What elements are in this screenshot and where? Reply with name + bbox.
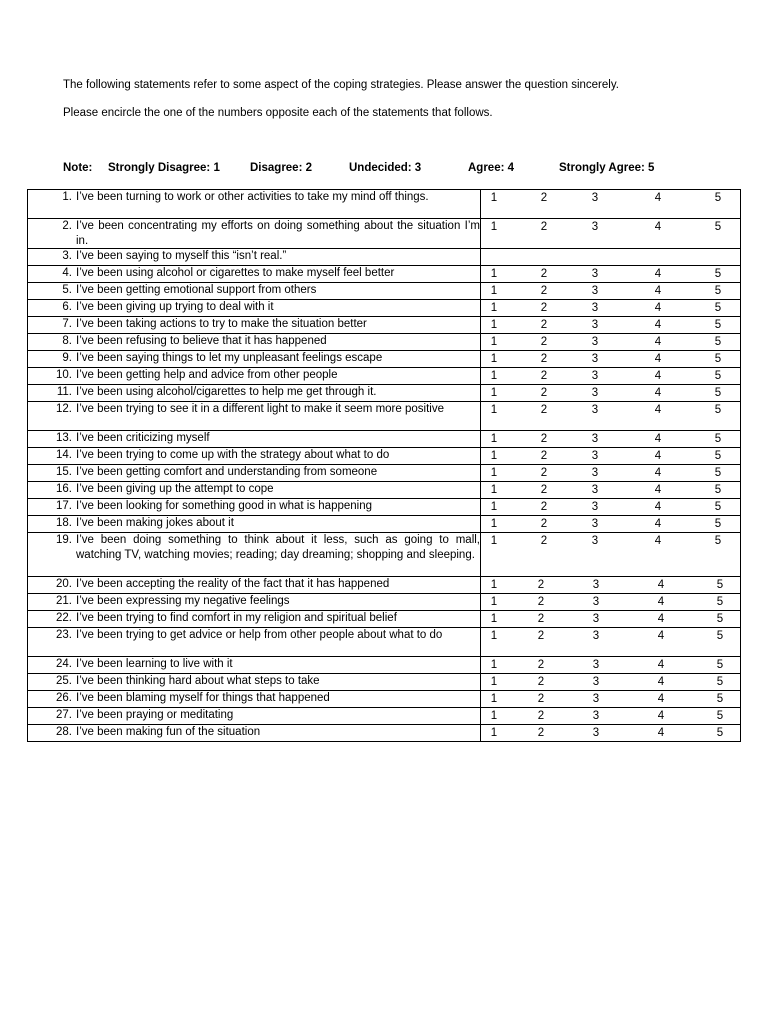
statement-number: 28. xyxy=(56,726,72,738)
scale-undecided: Undecided: 3 xyxy=(349,162,422,174)
response-options-cell xyxy=(481,708,741,725)
response-options-cell xyxy=(481,368,741,385)
rating-option-1[interactable]: 1 xyxy=(490,676,498,688)
rating-option-5[interactable]: 5 xyxy=(714,501,722,513)
rating-option-5[interactable]: 5 xyxy=(714,484,722,496)
statement-text: I’ve been getting help and advice from other people xyxy=(76,369,338,381)
rating-option-4[interactable]: 4 xyxy=(654,336,662,348)
statement-number: 4. xyxy=(62,267,72,279)
response-options-cell xyxy=(481,657,741,674)
statement-row xyxy=(28,368,741,385)
statement-number: 21. xyxy=(56,595,72,607)
statement-text: I’ve been making fun of the situation xyxy=(76,726,261,738)
statement-text: I’ve been getting comfort and understanding from someone xyxy=(76,466,378,478)
rating-option-1[interactable]: 1 xyxy=(490,501,498,513)
statement-cell xyxy=(28,657,481,674)
rating-option-2[interactable]: 2 xyxy=(540,319,548,331)
response-options-cell xyxy=(481,334,741,351)
statement-number: 24. xyxy=(56,658,72,670)
rating-option-5[interactable]: 5 xyxy=(714,268,722,280)
scale-agree: Agree: 4 xyxy=(468,162,515,174)
rating-option-3[interactable]: 3 xyxy=(592,579,600,591)
statement-cell xyxy=(28,533,481,577)
rating-option-1[interactable]: 1 xyxy=(490,467,498,479)
coping-strategies-table xyxy=(27,189,741,742)
statement-cell xyxy=(28,465,481,482)
rating-option-4[interactable]: 4 xyxy=(657,693,665,705)
statement-number: 25. xyxy=(56,675,72,687)
rating-option-2[interactable]: 2 xyxy=(537,630,545,642)
statement-cell xyxy=(28,283,481,300)
rating-option-4[interactable]: 4 xyxy=(654,467,662,479)
rating-option-4[interactable]: 4 xyxy=(654,221,662,233)
statement-row xyxy=(28,611,741,628)
rating-option-1[interactable]: 1 xyxy=(490,404,498,416)
rating-option-1[interactable]: 1 xyxy=(490,484,498,496)
rating-option-3[interactable]: 3 xyxy=(592,596,600,608)
rating-option-2[interactable]: 2 xyxy=(540,535,548,547)
statement-number: 6. xyxy=(62,301,72,313)
rating-option-5[interactable]: 5 xyxy=(714,336,722,348)
rating-option-1[interactable]: 1 xyxy=(490,693,498,705)
rating-option-1[interactable]: 1 xyxy=(490,192,498,204)
statement-row xyxy=(28,266,741,283)
rating-option-5[interactable]: 5 xyxy=(714,302,722,314)
rating-option-4[interactable]: 4 xyxy=(654,501,662,513)
rating-option-5[interactable]: 5 xyxy=(714,221,722,233)
statement-number: 11. xyxy=(56,386,72,398)
rating-option-2[interactable]: 2 xyxy=(540,268,548,280)
rating-option-4[interactable]: 4 xyxy=(657,676,665,688)
rating-option-1[interactable]: 1 xyxy=(490,370,498,382)
rating-option-3[interactable]: 3 xyxy=(591,467,599,479)
response-options-cell xyxy=(481,594,741,611)
statement-number: 20. xyxy=(56,578,72,590)
rating-option-2[interactable]: 2 xyxy=(540,450,548,462)
rating-option-3[interactable]: 3 xyxy=(591,433,599,445)
response-options-cell xyxy=(481,611,741,628)
statement-text: I’ve been doing something to think about it less, such as going to mall, watching TV, watching movies; reading; day dreaming; shopping and sleeping. xyxy=(76,534,480,561)
statement-number: 8. xyxy=(62,335,72,347)
rating-option-2[interactable]: 2 xyxy=(540,501,548,513)
scale-disagree: Disagree: 2 xyxy=(250,162,313,174)
rating-option-2[interactable]: 2 xyxy=(540,221,548,233)
statement-number: 15. xyxy=(56,466,72,478)
statement-cell xyxy=(28,448,481,465)
response-options-cell xyxy=(481,219,741,249)
rating-option-1[interactable]: 1 xyxy=(490,518,498,530)
rating-option-2[interactable]: 2 xyxy=(537,710,545,722)
statement-row xyxy=(28,628,741,657)
rating-option-5[interactable]: 5 xyxy=(716,693,724,705)
statement-number: 2. xyxy=(62,220,72,232)
response-options-cell xyxy=(481,402,741,431)
statement-number: 17. xyxy=(56,500,72,512)
statement-row xyxy=(28,283,741,300)
rating-option-3[interactable]: 3 xyxy=(592,613,600,625)
rating-option-4[interactable]: 4 xyxy=(654,518,662,530)
statement-text: I’ve been praying or meditating xyxy=(76,709,234,721)
rating-option-1[interactable]: 1 xyxy=(490,353,498,365)
statement-cell xyxy=(28,628,481,657)
statement-cell xyxy=(28,368,481,385)
rating-option-3[interactable]: 3 xyxy=(591,192,599,204)
rating-option-2[interactable]: 2 xyxy=(540,484,548,496)
rating-option-4[interactable]: 4 xyxy=(657,596,665,608)
rating-option-1[interactable]: 1 xyxy=(490,596,498,608)
response-options-cell xyxy=(481,385,741,402)
statement-text: I’ve been turning to work or other activities to take my mind off things. xyxy=(76,191,429,203)
rating-option-5[interactable]: 5 xyxy=(714,433,722,445)
rating-option-3[interactable]: 3 xyxy=(591,484,599,496)
rating-option-4[interactable]: 4 xyxy=(657,613,665,625)
rating-option-3[interactable]: 3 xyxy=(592,710,600,722)
statement-number: 22. xyxy=(56,612,72,624)
response-options-cell xyxy=(481,249,741,266)
rating-option-1[interactable]: 1 xyxy=(490,630,498,642)
response-options-cell xyxy=(481,266,741,283)
statement-cell xyxy=(28,725,481,742)
statement-number: 9. xyxy=(62,352,72,364)
statement-number: 14. xyxy=(56,449,72,461)
rating-option-1[interactable]: 1 xyxy=(490,727,498,739)
statement-number: 18. xyxy=(56,517,72,529)
rating-option-1[interactable]: 1 xyxy=(490,659,498,671)
statement-cell xyxy=(28,708,481,725)
statement-number: 13. xyxy=(56,432,72,444)
statement-text: I’ve been learning to live with it xyxy=(76,658,233,670)
statement-row xyxy=(28,499,741,516)
response-options-cell xyxy=(481,465,741,482)
instruction-line-1: The following statements refer to some aspect of the coping strategies. Please answer the question sincerely. xyxy=(63,79,619,91)
rating-option-3[interactable]: 3 xyxy=(592,727,600,739)
rating-option-3[interactable]: 3 xyxy=(591,404,599,416)
statement-text: I’ve been blaming myself for things that happened xyxy=(76,692,330,704)
rating-option-1[interactable]: 1 xyxy=(490,302,498,314)
rating-option-3[interactable]: 3 xyxy=(591,450,599,462)
rating-option-4[interactable]: 4 xyxy=(654,450,662,462)
statement-row xyxy=(28,385,741,402)
rating-option-5[interactable]: 5 xyxy=(716,613,724,625)
rating-option-2[interactable]: 2 xyxy=(537,613,545,625)
statement-text: I’ve been saying to myself this “isn’t real.” xyxy=(76,250,287,262)
statement-text: I’ve been trying to come up with the strategy about what to do xyxy=(76,449,390,461)
statement-text: I’ve been saying things to let my unpleasant feelings escape xyxy=(76,352,383,364)
rating-option-3[interactable]: 3 xyxy=(591,285,599,297)
statement-row xyxy=(28,219,741,249)
rating-option-5[interactable]: 5 xyxy=(716,630,724,642)
rating-option-2[interactable]: 2 xyxy=(540,285,548,297)
response-options-cell xyxy=(481,317,741,334)
rating-option-4[interactable]: 4 xyxy=(654,353,662,365)
statement-row xyxy=(28,431,741,448)
rating-option-2[interactable]: 2 xyxy=(540,387,548,399)
statement-row xyxy=(28,708,741,725)
response-options-cell xyxy=(481,674,741,691)
response-options-cell xyxy=(481,300,741,317)
statement-cell xyxy=(28,499,481,516)
statement-row xyxy=(28,448,741,465)
scale-strongly-disagree: Strongly Disagree: 1 xyxy=(108,162,220,174)
statement-number: 16. xyxy=(56,483,72,495)
rating-option-1[interactable]: 1 xyxy=(490,268,498,280)
statement-row xyxy=(28,351,741,368)
response-options-cell xyxy=(481,691,741,708)
response-options-cell xyxy=(481,499,741,516)
rating-option-5[interactable]: 5 xyxy=(716,596,724,608)
statement-row xyxy=(28,516,741,533)
statement-cell xyxy=(28,219,481,249)
statement-text: I’ve been trying to see it in a different light to make it seem more positive xyxy=(76,403,444,415)
statement-number: 7. xyxy=(62,318,72,330)
rating-option-5[interactable]: 5 xyxy=(714,370,722,382)
statement-row xyxy=(28,190,741,219)
statement-row xyxy=(28,402,741,431)
rating-option-4[interactable]: 4 xyxy=(654,319,662,331)
rating-option-2[interactable]: 2 xyxy=(540,353,548,365)
statement-number: 3. xyxy=(62,250,72,262)
rating-option-5[interactable]: 5 xyxy=(716,710,724,722)
rating-option-5[interactable]: 5 xyxy=(714,353,722,365)
rating-option-5[interactable]: 5 xyxy=(714,404,722,416)
rating-option-1[interactable]: 1 xyxy=(490,336,498,348)
rating-option-3[interactable]: 3 xyxy=(591,319,599,331)
rating-scale-note xyxy=(63,162,723,178)
statement-number: 23. xyxy=(56,629,72,641)
rating-option-3[interactable]: 3 xyxy=(592,630,600,642)
rating-option-3[interactable]: 3 xyxy=(591,268,599,280)
statement-text: I’ve been looking for something good in what is happening xyxy=(76,500,373,512)
rating-option-3[interactable]: 3 xyxy=(591,353,599,365)
statement-row xyxy=(28,465,741,482)
rating-option-2[interactable]: 2 xyxy=(537,693,545,705)
statement-cell xyxy=(28,691,481,708)
rating-option-2[interactable]: 2 xyxy=(537,727,545,739)
statement-text: I’ve been using alcohol or cigarettes to make myself feel better xyxy=(76,267,395,279)
statement-row xyxy=(28,657,741,674)
statement-cell xyxy=(28,674,481,691)
rating-option-3[interactable]: 3 xyxy=(591,535,599,547)
rating-option-4[interactable]: 4 xyxy=(657,710,665,722)
rating-option-1[interactable]: 1 xyxy=(490,613,498,625)
response-options-cell xyxy=(481,516,741,533)
statement-text: I’ve been accepting the reality of the fact that it has happened xyxy=(76,578,390,590)
rating-option-2[interactable]: 2 xyxy=(540,404,548,416)
statement-cell xyxy=(28,482,481,499)
rating-option-5[interactable]: 5 xyxy=(714,192,722,204)
rating-option-1[interactable]: 1 xyxy=(490,285,498,297)
rating-option-4[interactable]: 4 xyxy=(657,659,665,671)
rating-option-2[interactable]: 2 xyxy=(540,302,548,314)
statement-number: 26. xyxy=(56,692,72,704)
statement-row xyxy=(28,482,741,499)
rating-option-3[interactable]: 3 xyxy=(591,501,599,513)
rating-option-5[interactable]: 5 xyxy=(716,727,724,739)
rating-option-5[interactable]: 5 xyxy=(714,467,722,479)
statement-text: I’ve been using alcohol/cigarettes to help me get through it. xyxy=(76,386,377,398)
rating-option-4[interactable]: 4 xyxy=(657,579,665,591)
statement-text: I’ve been trying to get advice or help from other people about what to do xyxy=(76,629,443,641)
statement-row xyxy=(28,533,741,577)
rating-option-4[interactable]: 4 xyxy=(657,727,665,739)
rating-option-3[interactable]: 3 xyxy=(591,370,599,382)
response-options-cell xyxy=(481,725,741,742)
statement-cell xyxy=(28,385,481,402)
rating-option-3[interactable]: 3 xyxy=(591,387,599,399)
rating-option-4[interactable]: 4 xyxy=(654,370,662,382)
rating-option-1[interactable]: 1 xyxy=(490,579,498,591)
rating-option-2[interactable]: 2 xyxy=(540,467,548,479)
rating-option-1[interactable]: 1 xyxy=(490,433,498,445)
statement-number: 19. xyxy=(56,534,72,546)
response-options-cell xyxy=(481,351,741,368)
statement-text: I’ve been expressing my negative feelings xyxy=(76,595,290,607)
response-options-cell xyxy=(481,431,741,448)
response-options-cell xyxy=(481,482,741,499)
statement-row xyxy=(28,594,741,611)
rating-option-5[interactable]: 5 xyxy=(714,518,722,530)
statement-cell xyxy=(28,300,481,317)
statement-row xyxy=(28,725,741,742)
statement-cell xyxy=(28,611,481,628)
rating-option-2[interactable]: 2 xyxy=(540,370,548,382)
rating-option-4[interactable]: 4 xyxy=(654,302,662,314)
statement-number: 10. xyxy=(56,369,72,381)
statement-text: I’ve been refusing to believe that it has happened xyxy=(76,335,327,347)
statement-number: 5. xyxy=(62,284,72,296)
note-label: Note: xyxy=(63,162,93,174)
statement-cell xyxy=(28,334,481,351)
rating-option-3[interactable]: 3 xyxy=(591,336,599,348)
response-options-cell xyxy=(481,283,741,300)
statement-number: 12. xyxy=(56,403,72,415)
response-options-cell xyxy=(481,448,741,465)
statement-cell xyxy=(28,351,481,368)
statement-row xyxy=(28,334,741,351)
rating-option-4[interactable]: 4 xyxy=(654,433,662,445)
statement-cell xyxy=(28,249,481,266)
rating-option-1[interactable]: 1 xyxy=(490,221,498,233)
statement-row xyxy=(28,674,741,691)
rating-option-5[interactable]: 5 xyxy=(714,450,722,462)
rating-option-2[interactable]: 2 xyxy=(540,518,548,530)
rating-option-1[interactable]: 1 xyxy=(490,450,498,462)
rating-option-3[interactable]: 3 xyxy=(592,659,600,671)
statement-cell xyxy=(28,402,481,431)
rating-option-5[interactable]: 5 xyxy=(714,535,722,547)
statement-text: I’ve been criticizing myself xyxy=(76,432,210,444)
rating-option-5[interactable]: 5 xyxy=(716,676,724,688)
rating-option-1[interactable]: 1 xyxy=(490,387,498,399)
response-options-cell xyxy=(481,628,741,657)
rating-option-4[interactable]: 4 xyxy=(657,630,665,642)
statement-row xyxy=(28,577,741,594)
instruction-line-2: Please encircle the one of the numbers opposite each of the statements that follows. xyxy=(63,107,493,119)
statement-text: I’ve been giving up the attempt to cope xyxy=(76,483,274,495)
statement-text: I’ve been taking actions to try to make the situation better xyxy=(76,318,367,330)
rating-option-4[interactable]: 4 xyxy=(654,535,662,547)
rating-option-2[interactable]: 2 xyxy=(540,192,548,204)
statement-text: I’ve been making jokes about it xyxy=(76,517,234,529)
rating-option-2[interactable]: 2 xyxy=(540,433,548,445)
rating-option-4[interactable]: 4 xyxy=(654,285,662,297)
rating-option-2[interactable]: 2 xyxy=(537,579,545,591)
statement-row xyxy=(28,691,741,708)
rating-option-4[interactable]: 4 xyxy=(654,192,662,204)
rating-option-5[interactable]: 5 xyxy=(714,319,722,331)
rating-option-5[interactable]: 5 xyxy=(714,387,722,399)
rating-option-2[interactable]: 2 xyxy=(537,659,545,671)
response-options-cell xyxy=(481,577,741,594)
statement-row xyxy=(28,300,741,317)
rating-option-2[interactable]: 2 xyxy=(540,336,548,348)
statement-number: 1. xyxy=(62,191,72,203)
rating-option-4[interactable]: 4 xyxy=(654,484,662,496)
statement-cell xyxy=(28,577,481,594)
rating-option-4[interactable]: 4 xyxy=(654,404,662,416)
statement-text: I’ve been getting emotional support from others xyxy=(76,284,317,296)
rating-option-2[interactable]: 2 xyxy=(537,596,545,608)
rating-option-5[interactable]: 5 xyxy=(714,285,722,297)
statement-cell xyxy=(28,266,481,283)
statement-row xyxy=(28,249,741,266)
rating-option-1[interactable]: 1 xyxy=(490,535,498,547)
statement-cell xyxy=(28,317,481,334)
statement-cell xyxy=(28,190,481,219)
rating-option-3[interactable]: 3 xyxy=(591,221,599,233)
statement-cell xyxy=(28,594,481,611)
rating-option-5[interactable]: 5 xyxy=(716,579,724,591)
statement-cell xyxy=(28,516,481,533)
rating-option-1[interactable]: 1 xyxy=(490,319,498,331)
response-options-cell xyxy=(481,533,741,577)
rating-option-5[interactable]: 5 xyxy=(716,659,724,671)
statement-text: I’ve been thinking hard about what steps to take xyxy=(76,675,320,687)
rating-option-2[interactable]: 2 xyxy=(537,676,545,688)
response-options-cell xyxy=(481,190,741,219)
rating-option-3[interactable]: 3 xyxy=(591,518,599,530)
statement-text: I’ve been trying to find comfort in my religion and spiritual belief xyxy=(76,612,397,624)
rating-option-1[interactable]: 1 xyxy=(490,710,498,722)
rating-option-3[interactable]: 3 xyxy=(592,693,600,705)
statement-row xyxy=(28,317,741,334)
rating-option-3[interactable]: 3 xyxy=(591,302,599,314)
statement-text: I’ve been concentrating my efforts on doing something about the situation I’m in. xyxy=(76,220,480,247)
rating-option-4[interactable]: 4 xyxy=(654,387,662,399)
statement-text: I’ve been giving up trying to deal with it xyxy=(76,301,274,313)
statement-number: 27. xyxy=(56,709,72,721)
rating-option-3[interactable]: 3 xyxy=(592,676,600,688)
rating-option-4[interactable]: 4 xyxy=(654,268,662,280)
statement-cell xyxy=(28,431,481,448)
scale-strongly-agree: Strongly Agree: 5 xyxy=(559,162,655,174)
